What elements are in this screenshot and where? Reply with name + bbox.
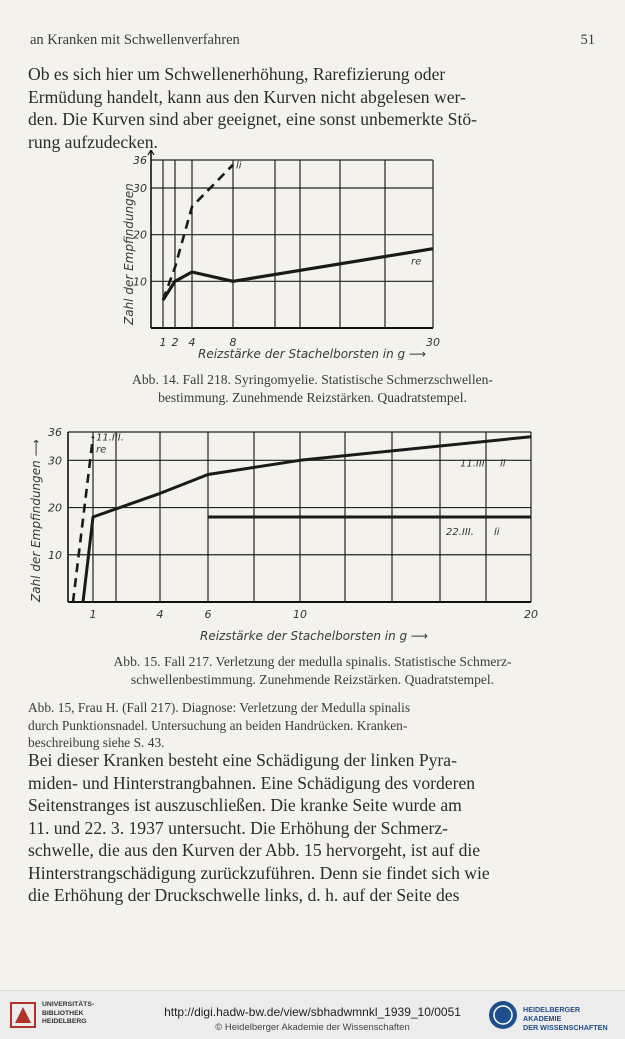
series-label: re [411, 256, 422, 268]
fig15-xlabel: Reizstärke der Stachelborsten in g ⟶ [200, 629, 429, 643]
text-line: Hinterstrangschädigung zurückzuführen. Denn sie findet sich wie [28, 862, 490, 883]
text-line: Abb. 15, Frau H. (Fall 217). Diagnose: Verletzung der Medulla spinalis [28, 700, 411, 715]
library-logo-line: UNIVERSITÄTS- [42, 1001, 95, 1008]
text-line: rung aufzudecken. [28, 131, 158, 152]
text-line: die Erhöhung der Druckschwelle links, d. h. auf der Seite des [28, 885, 460, 905]
text-line: Bei dieser Kranken besteht eine Schädigung der linken Pyra- [28, 750, 457, 770]
caption-line: bestimmung. Zunehmende Reizstärken. Quadratstempel. [158, 390, 467, 405]
x-tick-label: 4 [156, 608, 164, 621]
library-logo-line: HEIDELBERG [42, 1018, 87, 1025]
series-annotation: 11.III. [96, 432, 124, 444]
running-head [30, 32, 595, 52]
text-line: schwelle, die aus den Kurven der Abb. 15 hervorgeht, ist auf die [28, 840, 481, 860]
series-annotation: 11.III. [460, 458, 488, 470]
y-tick-label: 36 [133, 154, 147, 167]
caption-line: Abb. 15. Fall 217. Verletzung der medulla spinalis. Statistische Schmerz- [113, 654, 512, 669]
x-tick-label: 10 [293, 608, 307, 621]
y-tick-label: 20 [48, 501, 62, 515]
series-annotation: li [500, 458, 506, 470]
text-line: beschreibung siehe S. 43. [28, 735, 165, 750]
page-number: 51 [580, 32, 595, 48]
x-tick-label: 6 [204, 608, 212, 621]
series-label: li [236, 160, 242, 172]
text-line: Seitenstranges ist auszuschließen. Die kranke Seite wurde am [28, 795, 462, 815]
text-line: miden- und Hinterstrangbahnen. Eine Schädigung des vorderen [28, 772, 476, 793]
text-line: den. Die Kurven sind aber geeignet, eine sonst unbemerkte Stö- [28, 109, 478, 129]
x-tick-label: 1 [159, 336, 167, 349]
paragraph-2 [28, 749, 534, 907]
academy-logo-line: DER WISSENSCHAFTEN [523, 1023, 608, 1032]
figure-15-chart [0, 420, 625, 650]
y-tick-label: 20 [133, 228, 147, 242]
text-line: durch Punktionsnadel. Untersuchung an beiden Handrücken. Kranken- [28, 717, 408, 733]
series-annotation: 22.III. [446, 527, 474, 539]
fig14-ylabel: Zahl der Empfindungen [122, 183, 136, 325]
x-tick-label: 8 [229, 336, 237, 349]
figure-15-caption [30, 653, 595, 689]
y-tick-label: 10 [48, 548, 62, 562]
figure-14-caption [40, 371, 585, 407]
paragraph-1 [28, 63, 534, 153]
series-annotation: re [96, 444, 107, 456]
x-tick-label: 2 [171, 336, 179, 349]
copyright-notice: © Heidelberger Akademie der Wissenschaften [215, 1022, 410, 1033]
academy-logo[interactable] [487, 999, 617, 1031]
library-logo-line: BIBLIOTHEK [42, 1009, 84, 1017]
figure-14-chart [0, 150, 625, 360]
x-tick-label: 4 [188, 336, 196, 349]
y-tick-label: 30 [133, 182, 147, 195]
fig14-xlabel: Reizstärke der Stachelborsten in g ⟶ [198, 347, 427, 360]
y-tick-label: 30 [48, 454, 62, 468]
document-url-link[interactable]: http://digi.hadw-bw.de/view/sbhadwmnkl_1939_10/0051 [164, 1005, 461, 1019]
y-tick-label: 10 [133, 275, 147, 289]
series-line [73, 437, 93, 602]
text-line: Ermüdung handelt, kann aus den Kurven nicht abgelesen wer- [28, 86, 466, 107]
running-head-title: an Kranken mit Schwellenverfahren [30, 32, 240, 48]
academy-logo-line: HEIDELBERGER AKADEMIE [523, 1005, 581, 1023]
text-line: 11. und 22. 3. 1937 untersucht. Die Erhöhung der Schmerz- [28, 817, 449, 838]
x-tick-label: 30 [426, 336, 440, 349]
viewer-footer [0, 990, 625, 1039]
series-line-re [163, 249, 433, 300]
case-note [28, 699, 534, 752]
text-line: Ob es sich hier um Schwellenerhöhung, Rarefizierung oder [28, 64, 446, 84]
x-tick-label: 1 [89, 608, 97, 621]
fig15-ylabel: Zahl der Empfindungen ⟶ [29, 439, 43, 602]
x-tick-label: 20 [524, 608, 538, 621]
academy-seal-icon [487, 999, 519, 1031]
caption-line: schwellenbestimmung. Zunehmende Reizstärken. Quadratstempel. [130, 672, 495, 687]
caption-line: Abb. 14. Fall 218. Syringomyelie. Statistische Schmerzschwellen- [132, 372, 493, 387]
series-annotation: li [494, 527, 500, 539]
y-tick-label: 36 [48, 426, 62, 439]
